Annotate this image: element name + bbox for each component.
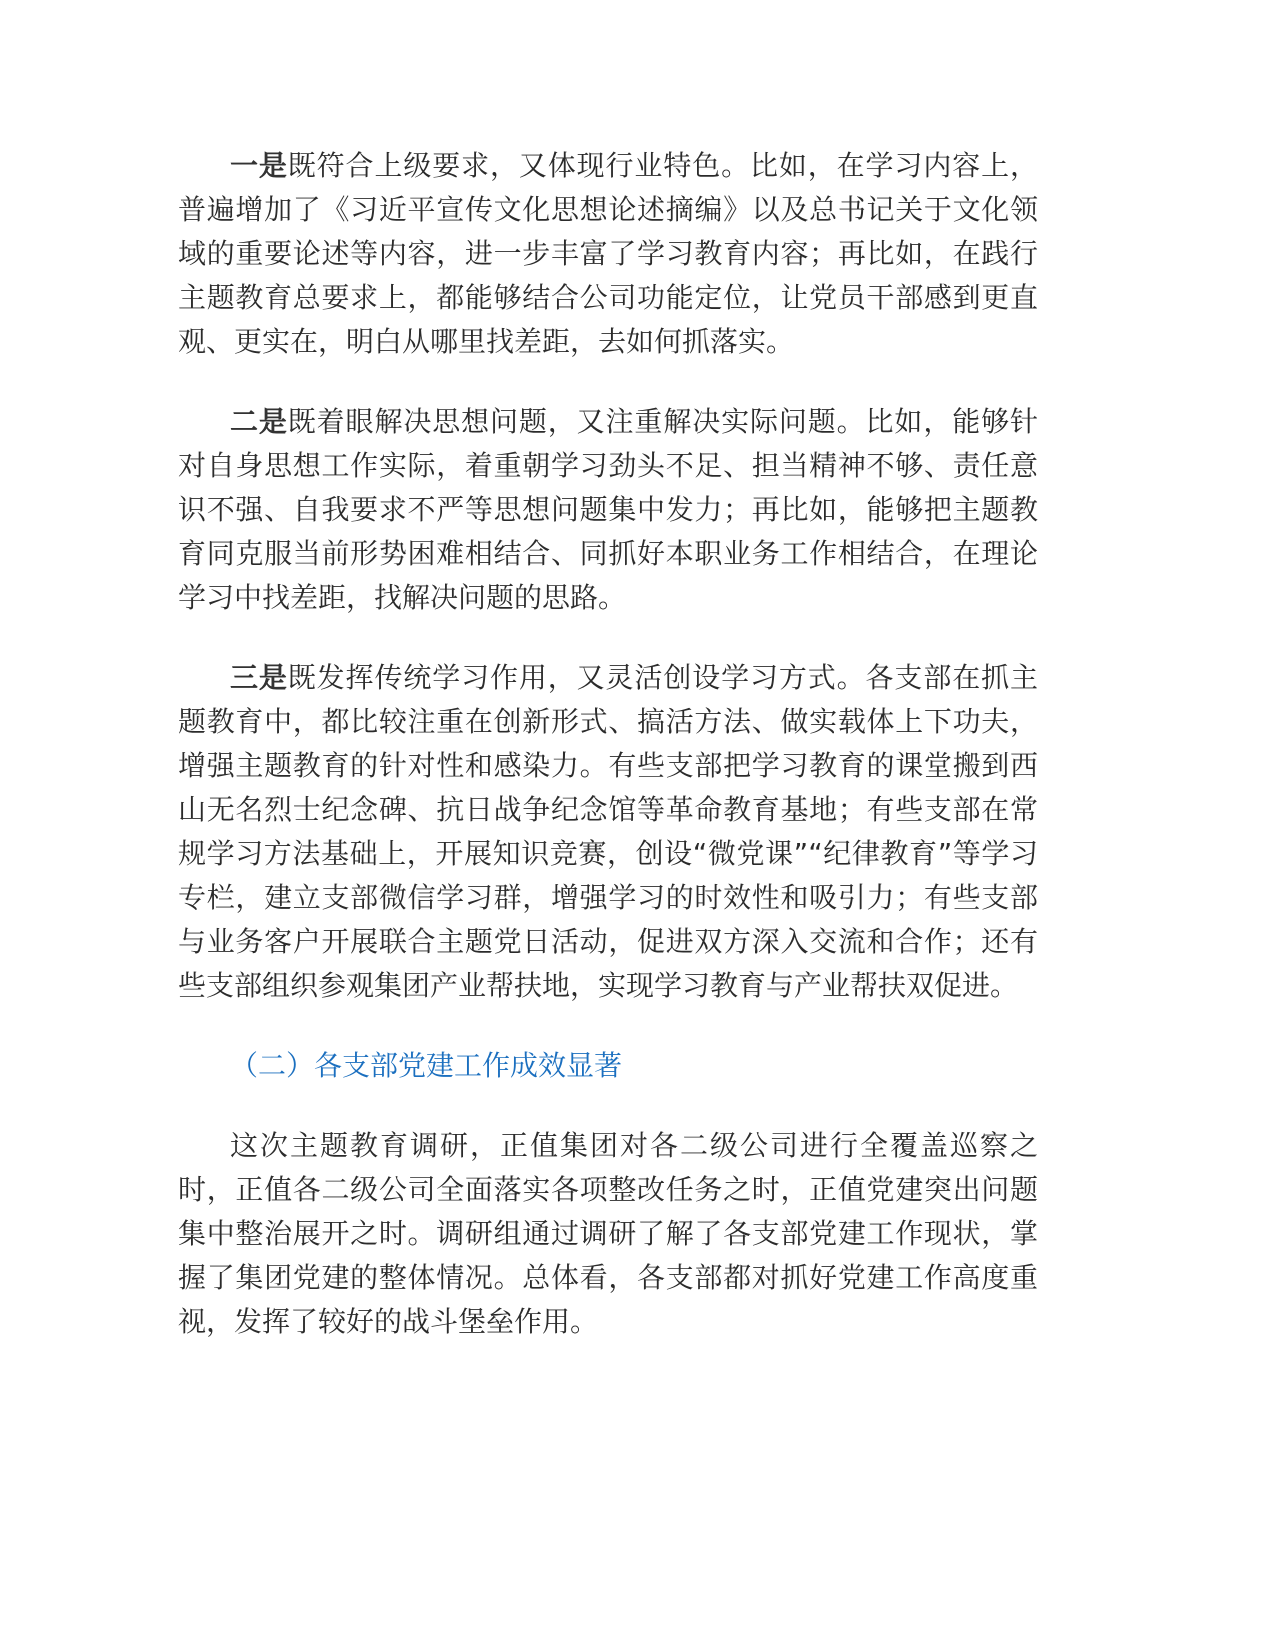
- paragraph-point-two: [178, 400, 1038, 620]
- paragraph-text: 既符合上级要求，又体现行业特色。比如，在学习内容上，普遍增加了《习近平宣传文化思想论述摘编》以及总书记关于文化领域的重要论述等内容，进一步丰富了学习教育内容；再比如，在践行主题教育总要求上，都能够结合公司功能定位，让党员干部感到更直观、更实在，明白从哪里找差距，去如何抓落实。: [178, 149, 1038, 358]
- closing-paragraph: 这次主题教育调研，正值集团对各二级公司进行全覆盖巡察之时，正值各二级公司全面落实各项整改任务之时，正值党建突出问题集中整治展开之时。调研组通过调研了解了各支部党建工作现状，掌握了集团党建的整体情况。总体看，各支部都对抓好党建工作高度重视，发挥了较好的战斗堡垒作用。: [178, 1129, 1038, 1338]
- paragraph-point-one: [178, 144, 1038, 364]
- document-page: [178, 144, 1038, 1344]
- paragraph-lead: 三是: [230, 661, 288, 694]
- paragraph-text: 既着眼解决思想问题，又注重解决实际问题。比如，能够针对自身思想工作实际，着重朝学习劲头不足、担当精神不够、责任意识不强、自我要求不严等思想问题集中发力；再比如，能够把主题教育同克服当前形势困难相结合、同抓好本职业务工作相结合，在理论学习中找差距，找解决问题的思路。: [178, 405, 1038, 614]
- section-heading: （二）各支部党建工作成效显著: [230, 1049, 623, 1082]
- paragraph-point-three: [178, 656, 1038, 1008]
- paragraph-text: 既发挥传统学习作用，又灵活创设学习方式。各支部在抓主题教育中，都比较注重在创新形式、搞活方法、做实载体上下功夫，增强主题教育的针对性和感染力。有些支部把学习教育的课堂搬到西山无名烈士纪念碑、抗日战争纪念馆等革命教育基地；有些支部在常规学习方法基础上，开展知识竞赛，创设“微党课”“纪律教育”等学习专栏，建立支部微信学习群，增强学习的时效性和吸引力；有些支部与业务客户开展联合主题党日活动，促进双方深入交流和合作；还有些支部组织参观集团产业帮扶地，实现学习教育与产业帮扶双促进。: [178, 661, 1038, 1002]
- paragraph-lead: 一是: [230, 149, 288, 182]
- paragraph-lead: 二是: [230, 405, 288, 438]
